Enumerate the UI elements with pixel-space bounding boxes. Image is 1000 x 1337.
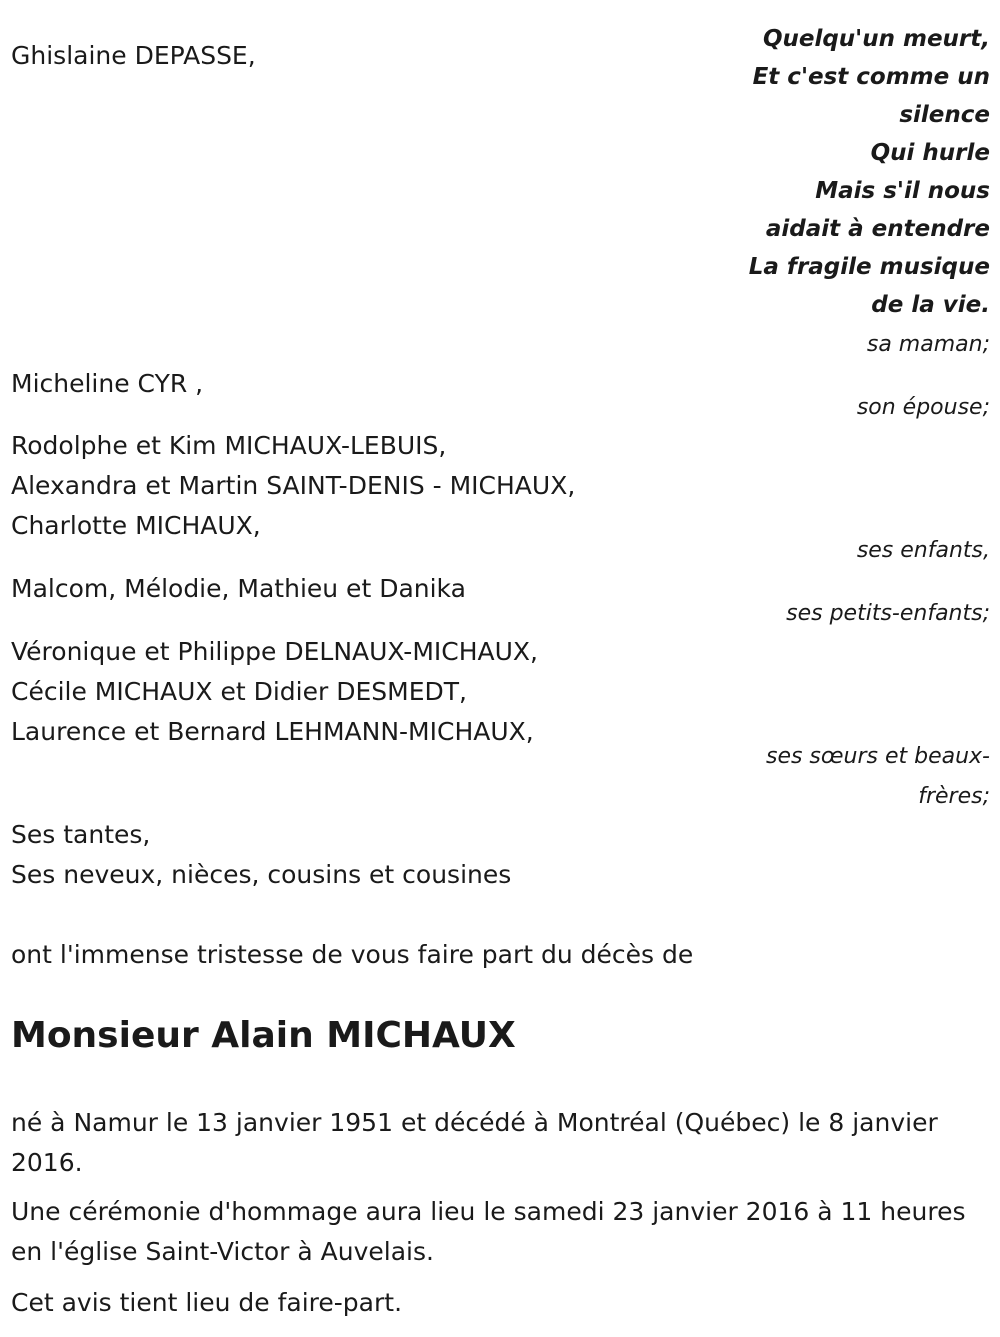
poem-line: silence: [899, 102, 990, 128]
announcement-text: ont l'immense tristesse de vous faire part du décès de: [11, 940, 694, 969]
poem-line: de la vie.: [871, 292, 990, 318]
birth-death-text: né à Namur le 13 janvier 1951 et décédé à Montréal (Québec) le 8 janvier 2016.: [11, 1108, 938, 1177]
poem-line: La fragile musique: [748, 254, 990, 280]
grandchildren-relation: ses petits-enfants;: [786, 601, 990, 626]
ceremony-text: Une cérémonie d'hommage aura lieu le samedi 23 janvier 2016 à 11 heures en l'église Saint-Victor à Auvelais.: [11, 1197, 966, 1266]
mother-relation: sa maman;: [866, 332, 990, 357]
extended-family-line: Ses neveux, nièces, cousins et cousines: [11, 860, 512, 889]
siblings-relation-line: frères;: [918, 784, 990, 809]
extended-family-line: Ses tantes,: [11, 820, 151, 849]
sibling-name: Laurence et Bernard LEHMANN-MICHAUX,: [11, 717, 534, 746]
closing-text: Cet avis tient lieu de faire-part.: [11, 1288, 403, 1317]
poem-line: Mais s'il nous: [815, 178, 990, 204]
child-name: Charlotte MICHAUX,: [11, 511, 261, 540]
spouse-relation: son épouse;: [856, 395, 990, 420]
poem-line: Qui hurle: [870, 140, 990, 166]
children-relation: ses enfants,: [856, 538, 990, 563]
mother-name: Ghislaine DEPASSE,: [11, 41, 256, 70]
poem: [749, 20, 990, 324]
spouse-name: Micheline CYR ,: [11, 369, 204, 398]
sibling-name: Cécile MICHAUX et Didier DESMEDT,: [11, 677, 467, 706]
poem-line: aidait à entendre: [765, 216, 990, 242]
sibling-name: Véronique et Philippe DELNAUX-MICHAUX,: [11, 637, 539, 666]
deceased-name: Monsieur Alain MICHAUX: [11, 1015, 516, 1056]
poem-line: Et c'est comme un: [752, 64, 990, 90]
poem-line: Quelqu'un meurt,: [762, 26, 990, 52]
child-name: Rodolphe et Kim MICHAUX-LEBUIS,: [11, 431, 447, 460]
child-name: Alexandra et Martin SAINT-DENIS - MICHAUX,: [11, 471, 576, 500]
grandchildren-names: Malcom, Mélodie, Mathieu et Danika: [11, 574, 466, 603]
siblings-relation-line: ses sœurs et beaux-: [765, 744, 990, 769]
